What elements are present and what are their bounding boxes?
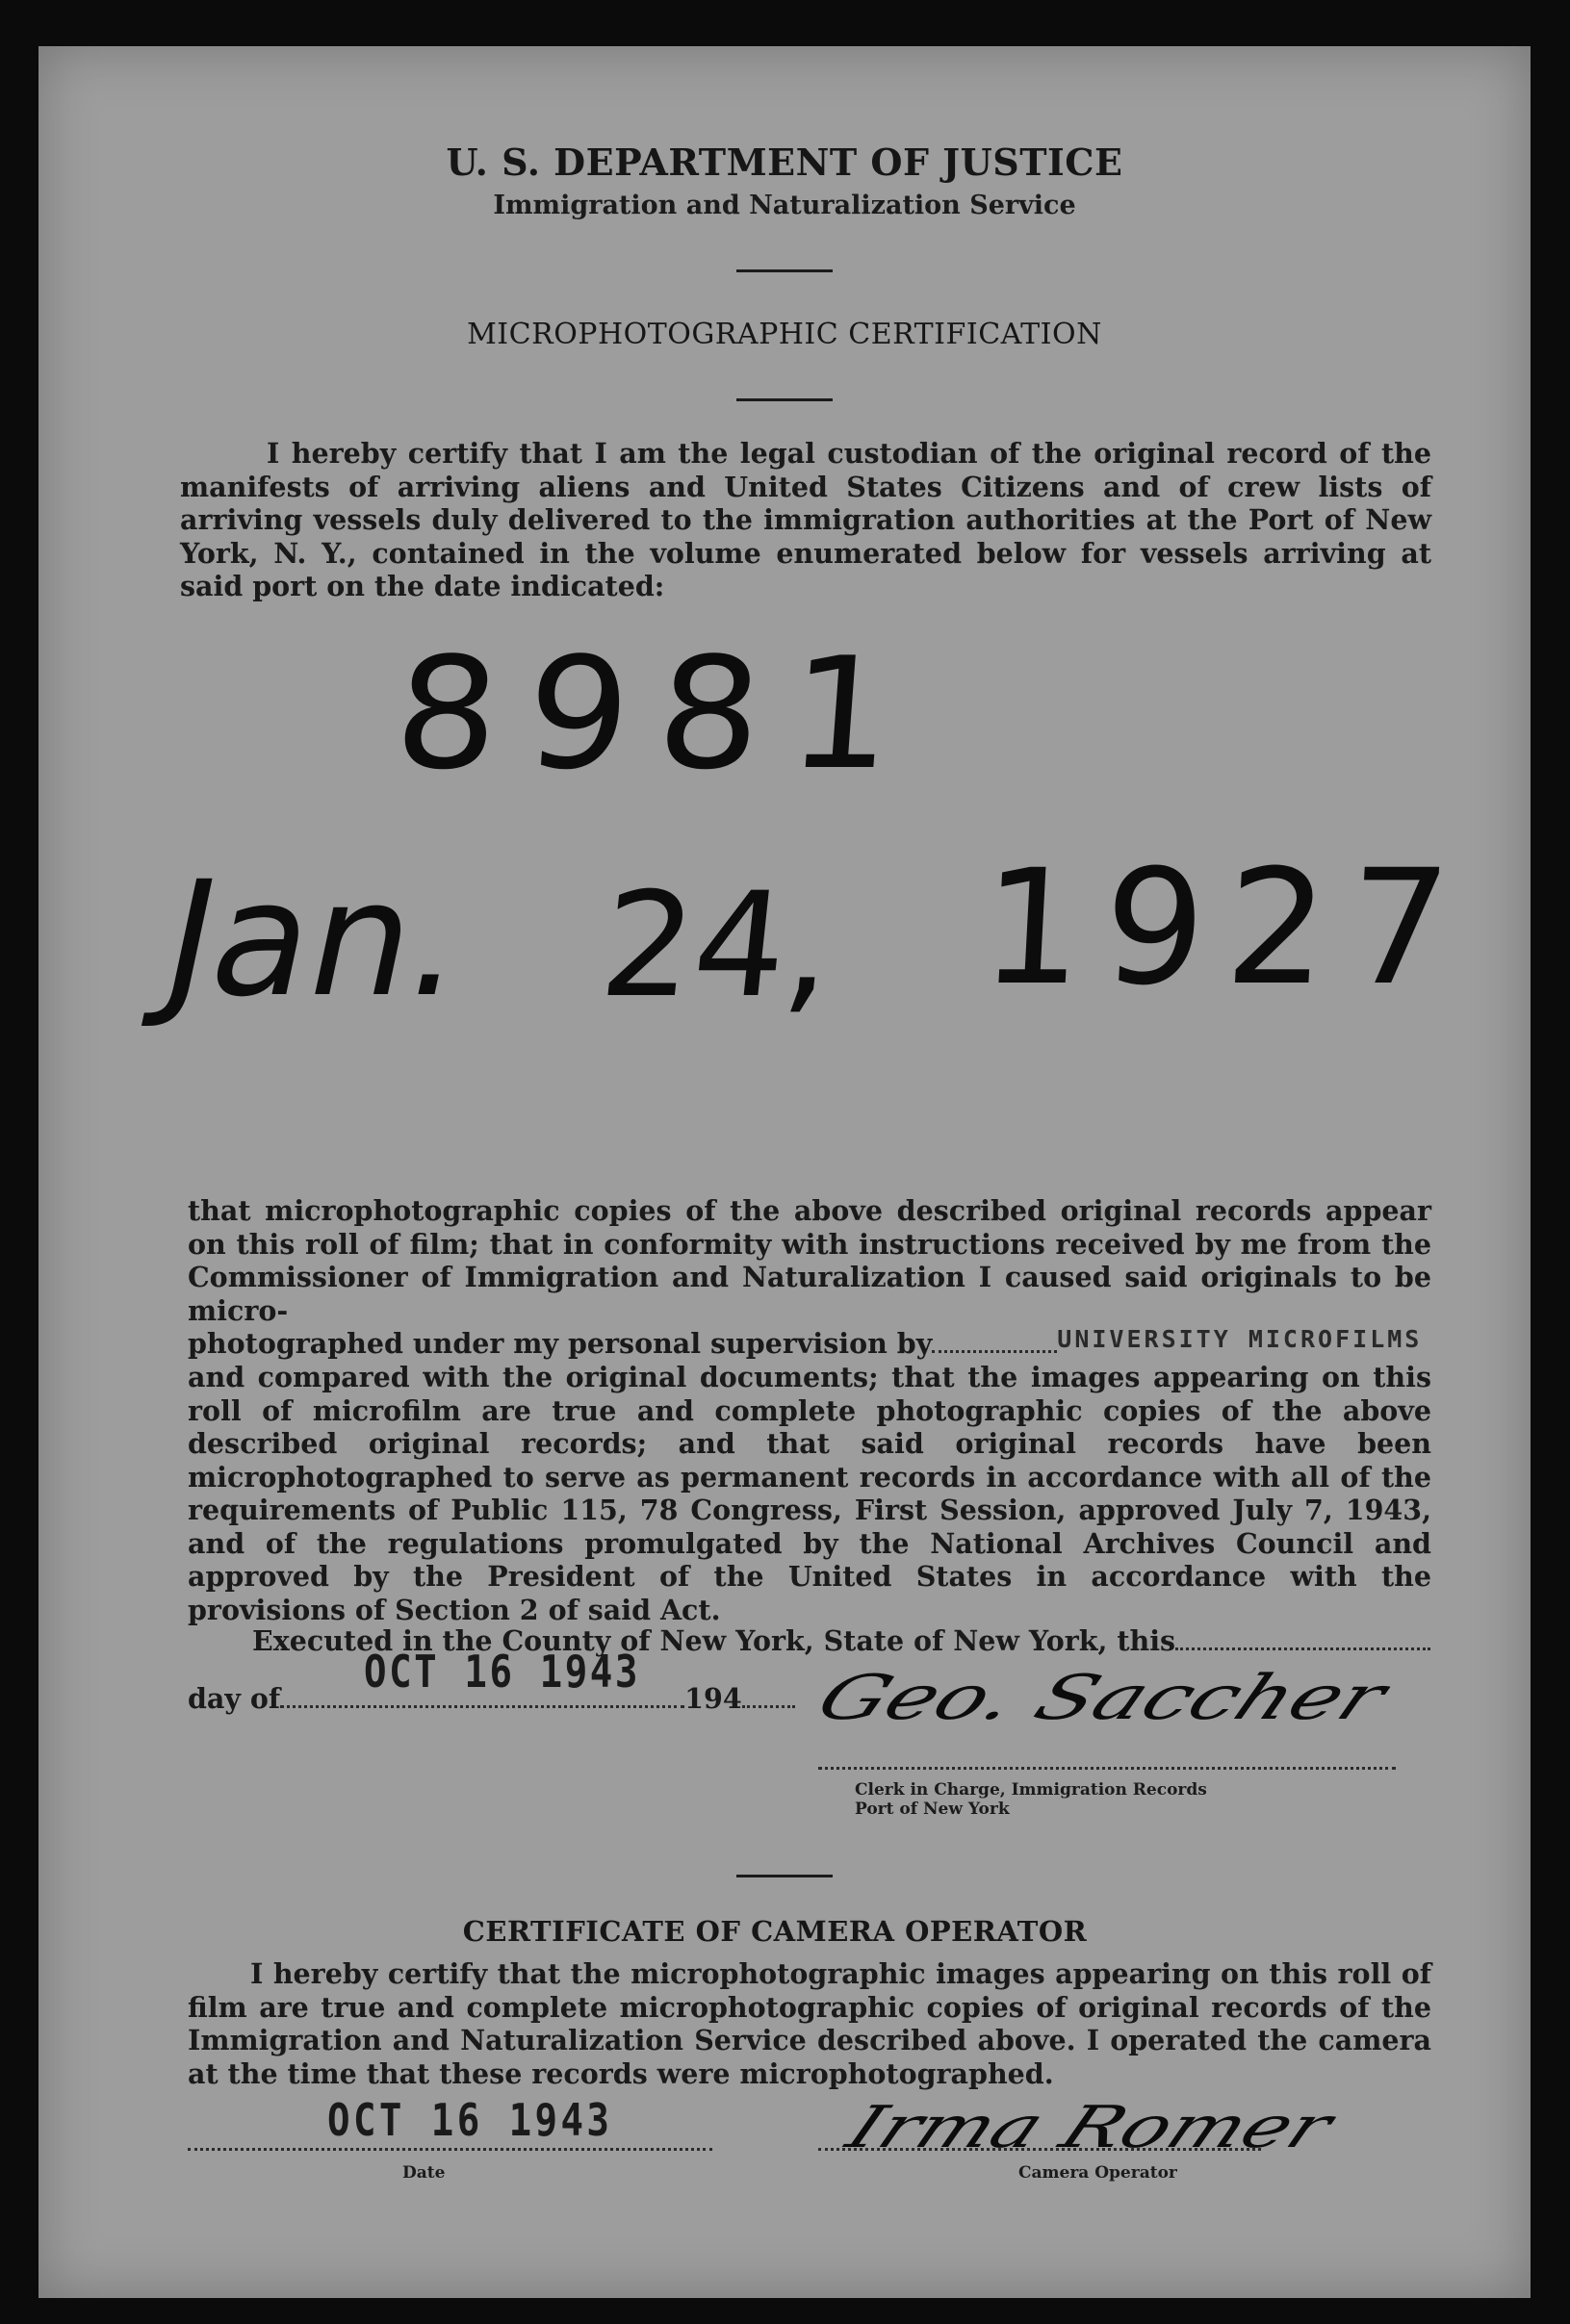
year-prefix-label: 194 bbox=[684, 1682, 742, 1715]
camera-operator-signature: Irma Romer bbox=[836, 2094, 1343, 2161]
supervision-line bbox=[188, 1327, 1431, 1363]
handwritten-date-month: Jan. bbox=[148, 847, 483, 1032]
date-line bbox=[188, 2148, 712, 2151]
handwritten-volume-number: 8981 bbox=[389, 624, 928, 804]
stamped-date-operator: OCT 16 1943 bbox=[327, 2094, 613, 2146]
supervision-text: photographed under my personal supervision by bbox=[188, 1327, 933, 1360]
divider-second bbox=[736, 398, 833, 401]
year-dotted-line bbox=[742, 1686, 795, 1708]
handwritten-date-day: 24, bbox=[593, 862, 841, 1030]
divider-third bbox=[736, 1875, 833, 1877]
handwritten-date-year: 1927 bbox=[976, 835, 1476, 1020]
executed-text: Executed in the County of New York, State of New York, this bbox=[252, 1624, 1176, 1657]
executed-dotted-line bbox=[1175, 1628, 1430, 1650]
clerk-title-line1: Clerk in Charge, Immigration Records bbox=[855, 1780, 1207, 1800]
stamped-date-execution: OCT 16 1943 bbox=[364, 1646, 640, 1698]
department-subtitle: Immigration and Naturalization Service bbox=[493, 191, 1076, 220]
clerk-title bbox=[855, 1780, 1207, 1819]
certificate-page bbox=[39, 46, 1531, 2298]
body-text-part3: and compared with the original documents; that the images appearing on this roll of microfilm are true and complete photographic copies of the above described original records; and that said original records have been microphotographed to serve as permanent records in accordance with all of the requirements of Public 115, 78 Congress, First Session, approved July 7, 1943, and of the regulations promulgated by the National Archives Council and approved by the President of the United States in accordance with the provisions of Section 2 of said Act. bbox=[188, 1361, 1431, 1626]
clerk-signature-line bbox=[818, 1767, 1396, 1770]
supervision-dotted-line bbox=[932, 1331, 1057, 1353]
date-label: Date bbox=[402, 2163, 446, 2183]
camera-operator-heading: CERTIFICATE OF CAMERA OPERATOR bbox=[462, 1915, 1088, 1948]
day-of-label: day of bbox=[188, 1682, 281, 1715]
operator-signature-line bbox=[818, 2148, 1261, 2151]
typed-company-name: UNIVERSITY MICROFILMS bbox=[1057, 1325, 1423, 1353]
divider-top bbox=[736, 269, 833, 272]
camera-operator-text: I hereby certify that the microphotographic images appearing on this roll of film are true and complete microphotographic copies of original records of the Immigration and Naturalization Service described above. I operated the camera at the time that these records were microphotographed. bbox=[188, 1957, 1431, 2090]
department-title: U. S. DEPARTMENT OF JUSTICE bbox=[446, 140, 1123, 184]
camera-operator-label: Camera Operator bbox=[1018, 2163, 1177, 2183]
clerk-title-line2: Port of New York bbox=[855, 1800, 1010, 1819]
body-text-part1: that microphotographic copies of the above described original records appear on this roll of film; that in conformity with instructions received by me from the Commissioner of Immigration and Naturalization I caused said originals to be micro- bbox=[188, 1194, 1431, 1327]
intro-paragraph: I hereby certify that I am the legal custodian of the original record of the manifests of arriving aliens and United States Citizens and of crew lists of arriving vessels duly delivered to the immigration authorities at the Port of New York, N. Y., contained in the volume enumerated below for vessels arriving at said port on the date indicated: bbox=[180, 437, 1431, 602]
certification-heading: MICROPHOTOGRAPHIC CERTIFICATION bbox=[467, 318, 1102, 351]
clerk-signature: Geo. Saccher bbox=[806, 1663, 1398, 1734]
